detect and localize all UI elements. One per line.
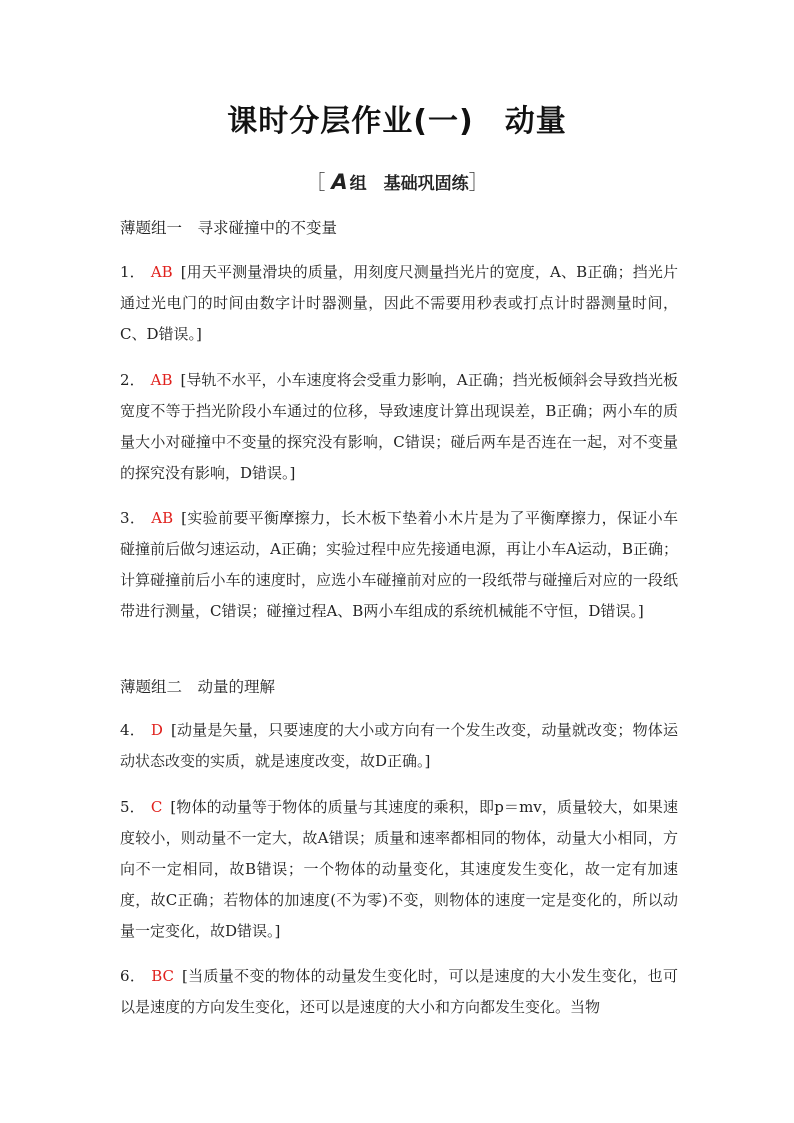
question-4: [120, 715, 678, 777]
section-title: 薄题组一 寻求碰撞中的不变量: [120, 219, 338, 237]
section-title: 薄题组二 动量的理解: [120, 678, 276, 696]
explanation-text: [当质量不变的物体的动量发生变化时，可以是速度的大小发生变化，也可以是速度的方向发生变化，还可以是速度的大小和方向都发生变化。当物: [120, 967, 679, 1016]
question-number: 5．: [120, 798, 145, 816]
page-title: 课时分层作业(一) 动量: [227, 104, 567, 139]
explanation-text: [用天平测量滑块的质量，用刻度尺测量挡光片的宽度，A、B正确；挡光片通过光电门的时间由数字计时器测量，因此不需要用秒表或打点计时器测量时间，C、D错误。]: [120, 263, 678, 343]
question-number: 2．: [120, 371, 145, 389]
explanation-text: [实验前要平衡摩擦力，长木板下垫着小木片是为了平衡摩擦力，保证小车碰撞前后做匀速运动，A正确；实验过程中应先接通电源，再让小车A运动，B正确；计算碰撞前后小车的速度时，应选小车碰撞前对应的一段纸带与碰撞后对应的一段纸带进行测量，C错误；碰撞过程A、B两小车组成的系统机械能不守恒，D错误。]: [120, 509, 678, 620]
question-2: [120, 365, 678, 489]
group-label: 组 基础巩固练: [349, 174, 469, 194]
explanation-text: [物体的动量等于物体的质量与其速度的乘积，即p＝mv，质量较大，如果速度较小，则动量不一定大，故A错误；质量和速率都相同的物体，动量大小相同，方向不一定相同，故B错误；一个物体的动量变化，其速度发生变化，故一定有加速度，故C正确；若物体的加速度(不为零)不变，则物体的速度一定是变化的，所以动量一定变化，故D错误。]: [120, 798, 679, 940]
group-bracket-close: ］: [468, 170, 489, 194]
question-number: 3．: [120, 509, 146, 527]
answer-key: AB: [150, 263, 173, 281]
question-number: 4．: [120, 721, 145, 739]
group-letter: A: [331, 170, 348, 194]
answer-key: AB: [150, 371, 173, 389]
question-3: [120, 503, 678, 627]
explanation-text: [导轨不水平，小车速度将会受重力影响，A正确；挡光板倾斜会导致挡光板宽度不等于挡光阶段小车通过的位移，导致速度计算出现误差，B正确；两小车的质量大小对碰撞中不变量的探究没有影响，C错误；碰后两车是否连在一起，对不变量的探究没有影响，D错误。]: [120, 371, 678, 482]
question-number: 1．: [120, 263, 145, 281]
group-bracket-open: ［: [305, 170, 326, 194]
explanation-text: [动量是矢量，只要速度的大小或方向有一个发生改变，动量就改变；物体运动状态改变的实质，就是速度改变，故D正确。]: [120, 721, 678, 770]
question-1: [120, 257, 678, 350]
group-heading: [0, 166, 794, 195]
question-5: [120, 792, 678, 947]
answer-key: D: [150, 721, 163, 739]
answer-key: C: [150, 798, 163, 816]
question-number: 6．: [120, 967, 146, 985]
answer-key: AB: [151, 509, 174, 527]
answer-key: BC: [151, 967, 174, 985]
question-6: [120, 961, 678, 1023]
